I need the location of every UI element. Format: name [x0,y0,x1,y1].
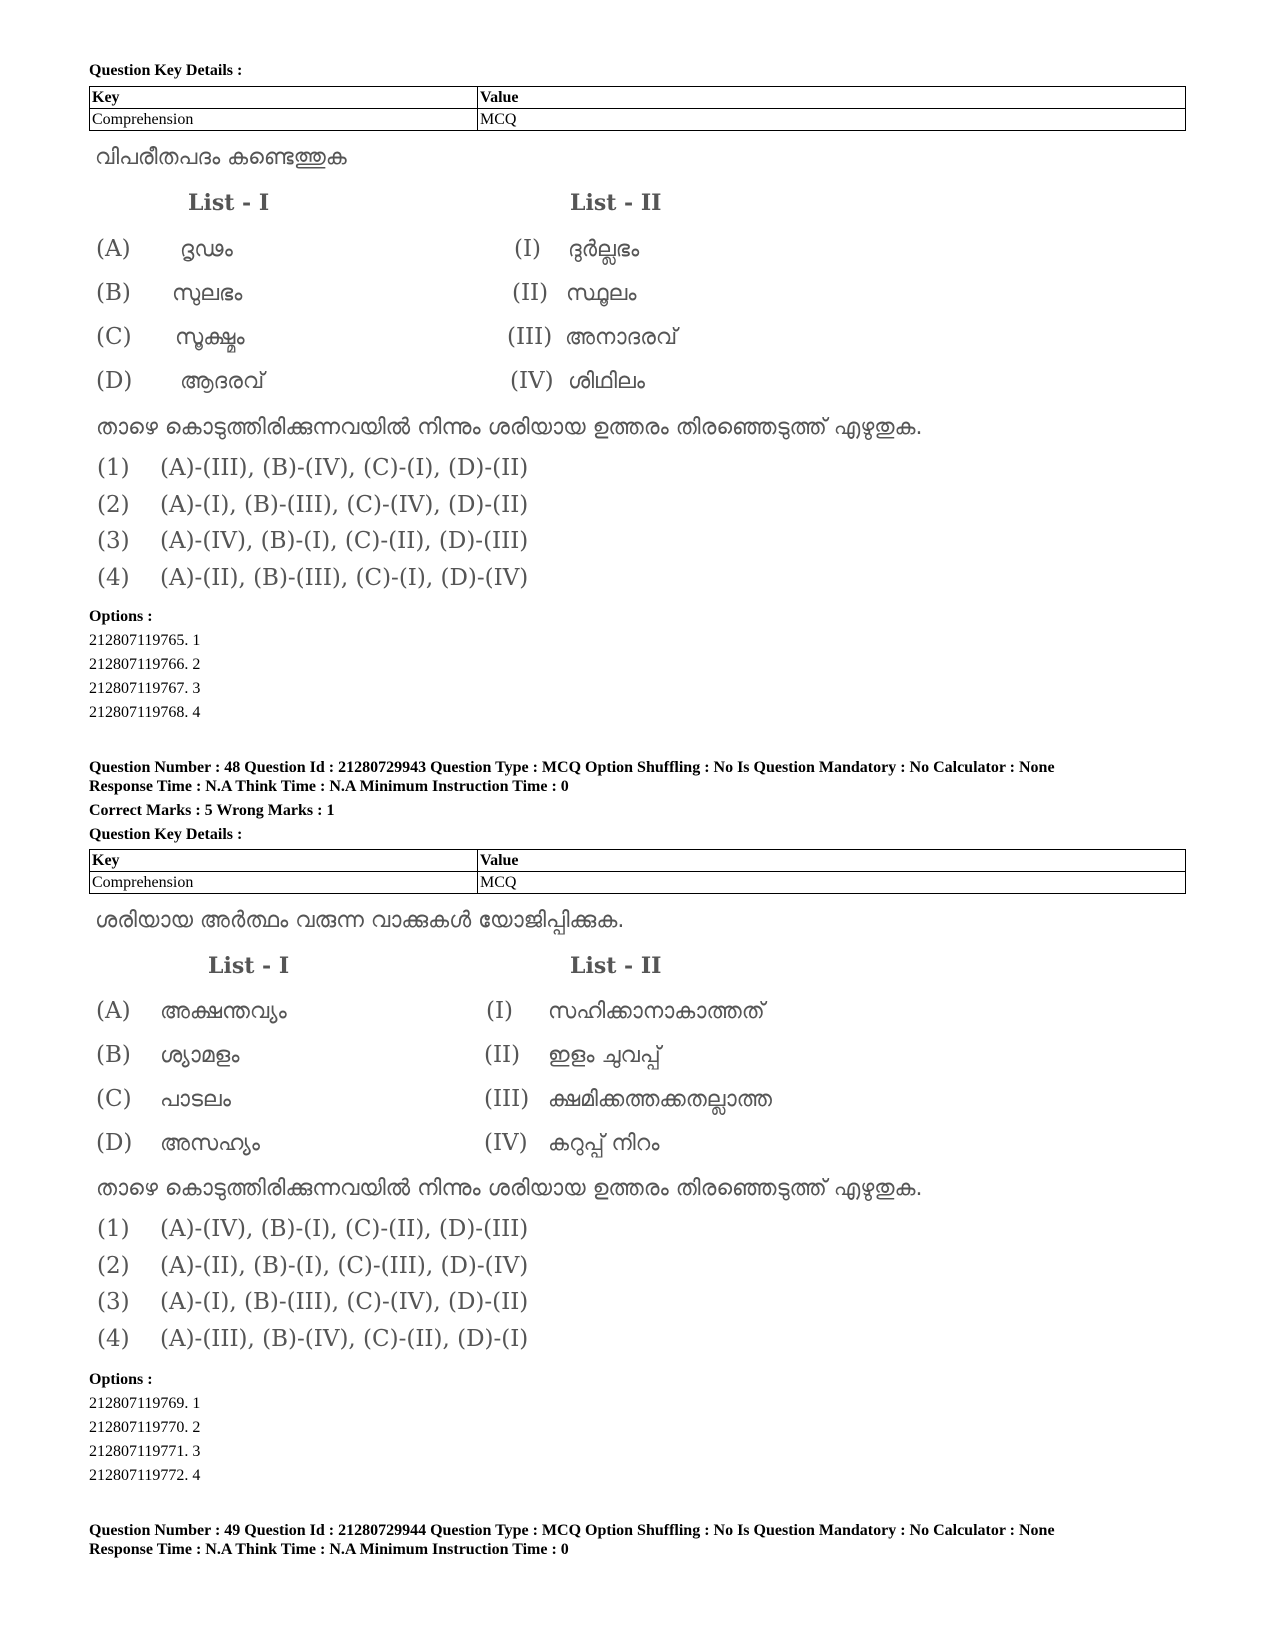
answer-num: (2) [97,1253,130,1279]
question-marks: Correct Marks : 5 Wrong Marks : 1 [89,802,335,819]
answer-text: (A)-(I), (B)-(III), (C)-(IV), (D)-(II) [160,492,529,518]
list-item-rtag: (IV) [510,368,554,394]
list-item-word: സൂക്ഷ്മം [175,325,245,350]
list-item-rtag: (II) [484,1042,521,1068]
list-item-tag: (A) [96,236,131,262]
list-item-word: ശ്യാമളം [160,1043,240,1068]
list2-header: List - II [570,953,662,979]
list-item-word: ദൃഢം [180,237,233,262]
options-label: Options : [89,608,153,625]
option-id: 212807119770. 2 [89,1419,201,1436]
list-item-rword: സഹിക്കാനാകാത്തത് [548,999,765,1024]
answer-num: (1) [97,455,130,481]
list-item-rword: കറുപ്പ് നിറം [548,1131,660,1156]
table-header-row [90,850,1186,872]
list-item-rtag: (III) [484,1086,530,1112]
table-row [90,109,1186,131]
table-cell-value: MCQ [478,872,1186,894]
list-item-tag: (D) [96,368,133,394]
question-prompt: ശരിയായ അർത്ഥം വരുന്ന വാക്കുകൾ യോജിപ്പിക്കുക. [95,908,625,933]
list-item-rtag: (I) [514,236,542,262]
key-details-label: Question Key Details : [89,62,243,79]
answer-num: (1) [97,1216,130,1242]
answer-num: (3) [97,528,130,554]
answer-text: (A)-(I), (B)-(III), (C)-(IV), (D)-(II) [160,1289,529,1315]
list-item-tag: (A) [96,998,131,1024]
list-item-word: അസഹ്യം [160,1131,260,1156]
list-item-word: സുലഭം [172,281,243,306]
list-item-rword: ഇളം ചുവപ്പ് [548,1043,661,1068]
instruction-text: താഴെ കൊടുത്തിരിക്കുന്നവയിൽ നിന്നും ശരിയായ ഉത്തരം തിരഞ്ഞെടുത്ത് എഴുതുക. [96,415,923,440]
option-id: 212807119768. 4 [89,704,201,721]
list-item-rword: അനാദരവ് [565,325,678,350]
list-item-tag: (D) [96,1130,133,1156]
question-header: Question Number : 48 Question Id : 21280729943 Question Type : MCQ Option Shuffling : No Is Question Mandatory : No Calculator : None [89,759,1055,776]
list-item-rword: ശിഥിലം [568,369,646,394]
answer-text: (A)-(IV), (B)-(I), (C)-(II), (D)-(III) [160,1216,529,1242]
answer-text: (A)-(IV), (B)-(I), (C)-(II), (D)-(III) [160,528,529,554]
answer-text: (A)-(II), (B)-(III), (C)-(I), (D)-(IV) [160,565,529,591]
answer-text: (A)-(II), (B)-(I), (C)-(III), (D)-(IV) [160,1253,529,1279]
option-id: 212807119766. 2 [89,656,201,673]
option-id: 212807119769. 1 [89,1395,201,1412]
list-item-word: ആദരവ് [180,369,265,394]
option-id: 212807119765. 1 [89,632,201,649]
table-header-key: Key [90,850,478,872]
list-item-rtag: (I) [486,998,514,1024]
options-label: Options : [89,1371,153,1388]
table-header-value: Value [478,850,1186,872]
list1-header: List - I [188,190,270,216]
list-item-tag: (B) [96,1042,131,1068]
table-header-row [90,87,1186,109]
list-item-tag: (B) [96,280,131,306]
answer-text: (A)-(III), (B)-(IV), (C)-(II), (D)-(I) [160,1326,529,1352]
key-value-table [89,849,1186,894]
answer-num: (4) [97,1326,130,1352]
key-value-table [89,86,1186,131]
list-item-rword: സ്ഥൂലം [566,281,637,306]
question-timing: Response Time : N.A Think Time : N.A Minimum Instruction Time : 0 [89,1541,569,1558]
table-cell-value: MCQ [478,109,1186,131]
list-item-rtag: (II) [512,280,549,306]
table-header-value: Value [478,87,1186,109]
list-item-tag: (C) [96,1086,132,1112]
list-item-rtag: (IV) [484,1130,528,1156]
table-cell-key: Comprehension [90,109,478,131]
answer-num: (4) [97,565,130,591]
answer-num: (3) [97,1289,130,1315]
table-cell-key: Comprehension [90,872,478,894]
table-header-key: Key [90,87,478,109]
list-item-word: പാടലം [160,1087,231,1112]
key-details-label: Question Key Details : [89,826,243,843]
question-timing: Response Time : N.A Think Time : N.A Minimum Instruction Time : 0 [89,778,569,795]
question-prompt: വിപരീതപദം കണ്ടെത്തുക [95,145,347,170]
instruction-text: താഴെ കൊടുത്തിരിക്കുന്നവയിൽ നിന്നും ശരിയായ ഉത്തരം തിരഞ്ഞെടുത്ത് എഴുതുക. [96,1176,923,1201]
option-id: 212807119771. 3 [89,1443,201,1460]
list-item-word: അക്ഷന്തവ്യം [160,999,287,1024]
list-item-rtag: (III) [507,324,553,350]
list1-header: List - I [208,953,290,979]
option-id: 212807119767. 3 [89,680,201,697]
list-item-rword: ദുർല്ലഭം [568,237,640,262]
answer-num: (2) [97,492,130,518]
table-row [90,872,1186,894]
list-item-tag: (C) [96,324,132,350]
answer-text: (A)-(III), (B)-(IV), (C)-(I), (D)-(II) [160,455,529,481]
list-item-rword: ക്ഷമിക്കത്തക്കതല്ലാത്ത [548,1087,772,1112]
question-header: Question Number : 49 Question Id : 21280729944 Question Type : MCQ Option Shuffling : No Is Question Mandatory : No Calculator : None [89,1522,1055,1539]
list2-header: List - II [570,190,662,216]
option-id: 212807119772. 4 [89,1467,201,1484]
